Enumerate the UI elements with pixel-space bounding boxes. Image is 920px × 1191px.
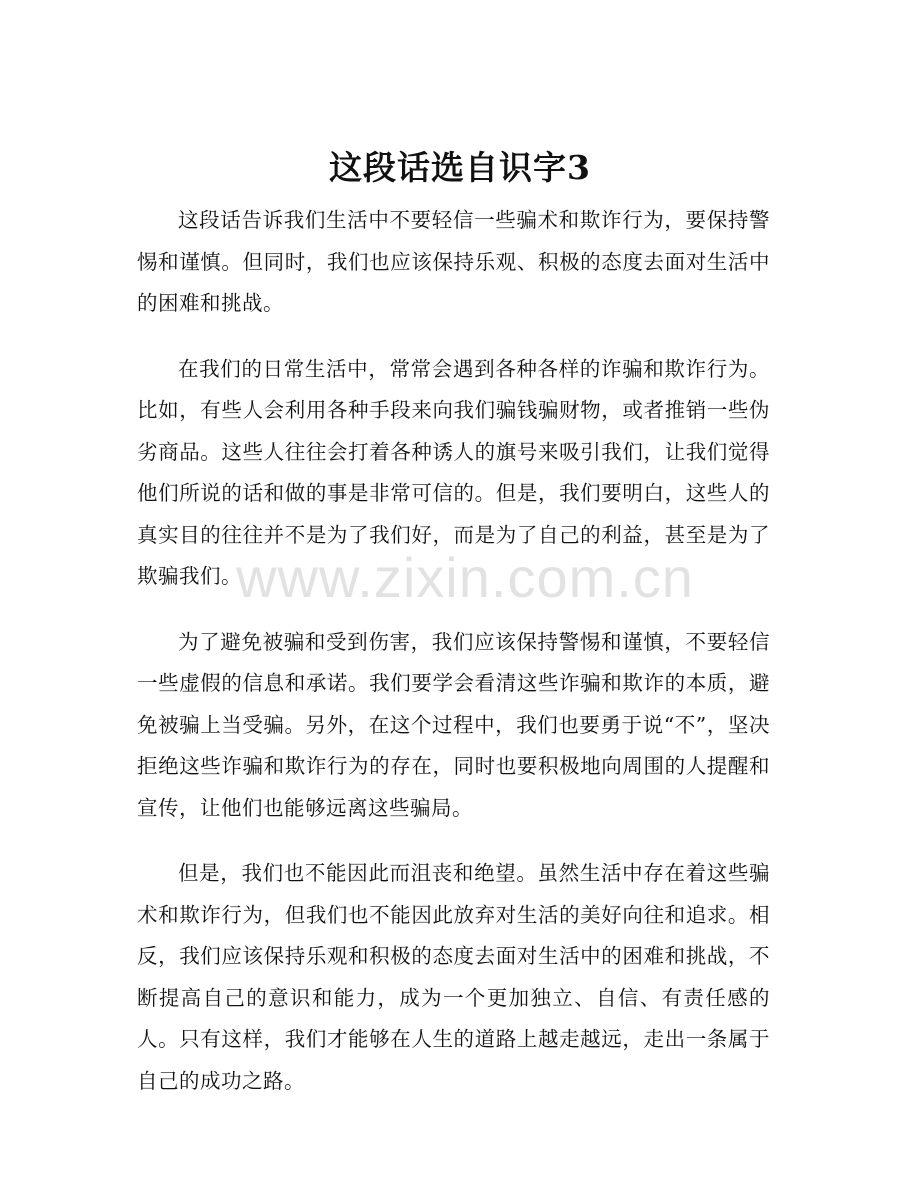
paragraph-2: 在我们的日常生活中，常常会遇到各种各样的诈骗和欺诈行为。比如，有些人会利用各种手段来向我们骗钱骗财物，或者推销一些伪劣商品。这些人往往会打着各种诱人的旗号来吸引我们，让我们觉得他们所说的话和做的事是非常可信的。但是，我们要明白，这些人的真实目的往往并不是为了我们好，而是为了自己的利益，甚至是为了欺骗我们。 <box>137 356 770 588</box>
watermark-text: www.zixin.com.cn <box>236 546 694 609</box>
document-body <box>137 200 770 1126</box>
page-title: 这段话选自识字3 <box>329 148 591 187</box>
paragraph-4: 但是，我们也不能因此而沮丧和绝望。虽然生活中存在着这些骗术和欺诈行为，但我们也不能因此放弃对生活的美好向往和追求。相反，我们应该保持乐观和积极的态度去面对生活中的困难和挑战，不断提高自己的意识和能力，成为一个更加独立、自信、有责任感的人。只有这样，我们才能够在人生的道路上越走越远，走出一条属于自己的成功之路。 <box>137 861 770 1093</box>
paragraph-1: 这段话告诉我们生活中不要轻信一些骗术和欺诈行为，要保持警惕和谨慎。但同时，我们也应该保持乐观、积极的态度去面对生活中的困难和挑战。 <box>137 208 770 315</box>
paragraph-3: 为了避免被骗和受到伤害，我们应该保持警惕和谨慎，不要轻信一些虚假的信息和承诺。我们要学会看清这些诈骗和欺诈的本质，避免被骗上当受骗。另外，在这个过程中，我们也要勇于说“不”，坚决拒绝这些诈骗和欺诈行为的存在，同时也要积极地向周围的人提醒和宣传，让他们也能够远离这些骗局。 <box>137 629 770 820</box>
